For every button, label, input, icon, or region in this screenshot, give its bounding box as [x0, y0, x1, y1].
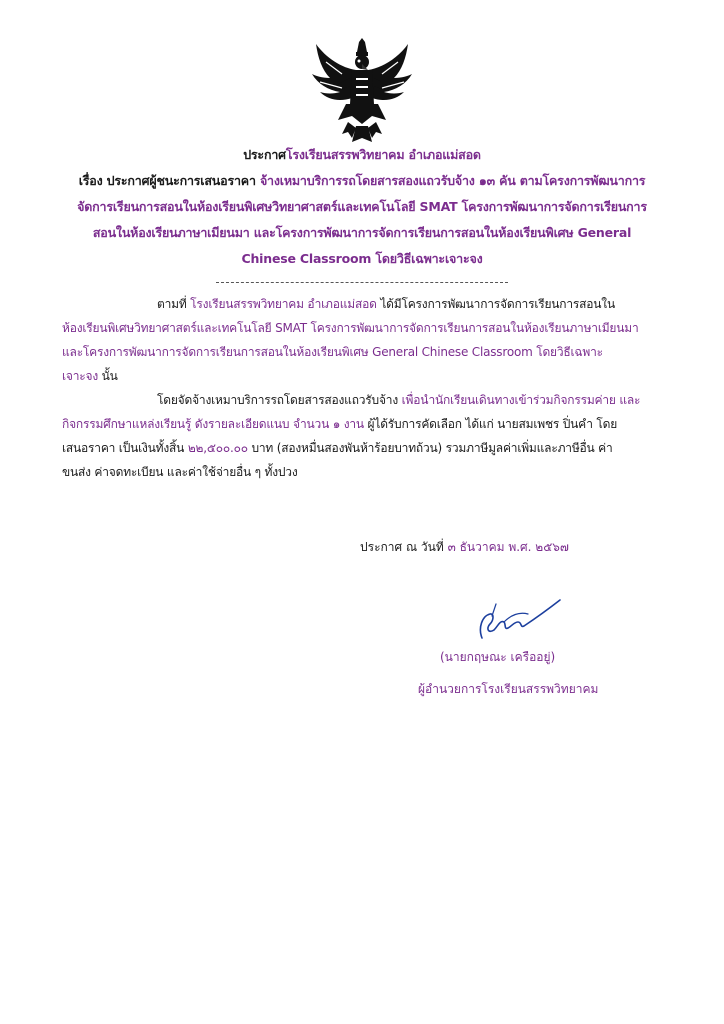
signature-image: [468, 592, 566, 644]
paragraph1-line-4-b: นั้น: [98, 369, 118, 383]
paragraph2-line-3-c: บาท (สองหมื่นสองพันห้าร้อยบาทถ้วน) รวมภาษีมูลค่าเพิ่มและภาษีอื่น ค่า: [247, 441, 613, 455]
paragraph2-line-1: [62, 388, 666, 412]
paragraph2-line-2-a: กิจกรรมศึกษาแหล่งเรียนรู้ ดังรายละเอียดแนบ จำนวน ๑ งาน: [62, 417, 364, 431]
separator-rule: [216, 282, 508, 283]
paragraph1-line-4-a: เจาะจง: [62, 369, 99, 383]
heading-prefix: ประกาศ: [243, 147, 286, 162]
subject-part-service: จ้างเหมาบริการรถโดยสารสองแถวรับจ้าง ๑๓ คัน ตามโครงการพัฒนาการ: [259, 173, 646, 188]
subject-line-2: จัดการเรียนการสอนในห้องเรียนพิเศษวิทยาศาสตร์และเทคโนโลยี SMAT โครงการพัฒนาการจัดการเรียนการ: [77, 199, 647, 214]
paragraph2-line-1-b: เพื่อนำนักเรียนเดินทางเข้าร่วมกิจกรรมค่าย และ: [401, 393, 641, 407]
signer-name: (นายกฤษณะ เครืออยู่): [440, 650, 556, 664]
paragraph2-line-3-amount: ๒๒,๕๐๐.๐๐: [187, 441, 248, 455]
subject-line-3: สอนในห้องเรียนภาษาเมียนมา และโครงการพัฒนาการจัดการเรียนการสอนในห้องเรียนพิเศษ General: [92, 225, 632, 240]
subject-part-winner: ประกาศผู้ชนะการเสนอราคา: [106, 173, 256, 188]
paragraph2-line-1-a: โดยจัดจ้างเหมาบริการรถโดยสารสองแถวรับจ้าง: [157, 393, 402, 407]
paragraph1-line-2: ห้องเรียนพิเศษวิทยาศาสตร์และเทคโนโลยี SMAT โครงการพัฒนาการจัดการเรียนการสอนในห้องเรียนภาษาเมียนมา: [62, 321, 639, 335]
announcement-date-label: ประกาศ ณ วันที่: [360, 540, 448, 554]
signer-position: ผู้อำนวยการโรงเรียนสรรพวิทยาคม: [418, 682, 599, 696]
subject-line-1: [40, 168, 684, 194]
paragraph2-line-3: [62, 436, 666, 460]
paragraph2-line-3-a: เสนอราคา เป็นเงินทั้งสิ้น: [62, 441, 188, 455]
paragraph2-line-4: ขนส่ง ค่าจดทะเบียน และค่าใช้จ่ายอื่น ๆ ทั้งปวง: [62, 465, 298, 479]
subject-label: เรื่อง: [78, 173, 103, 188]
paragraph1-line-3: และโครงการพัฒนาการจัดการเรียนการสอนในห้องเรียนพิเศษ General Chinese Classroom โดยวิธีเฉพาะ: [62, 345, 603, 359]
paragraph1-line-1-a: ตามที่: [157, 297, 191, 311]
subject-line-4: Chinese Classroom โดยวิธีเฉพาะเจาะจง: [241, 251, 483, 266]
paragraph1-line-1-c: ได้มีโครงการพัฒนาการจัดการเรียนการสอนใน: [376, 297, 615, 311]
announcement-date: ๓ ธันวาคม พ.ศ. ๒๕๖๗: [447, 540, 569, 554]
paragraph1-line-1: [62, 292, 666, 316]
announcement-heading: [40, 142, 684, 168]
announcement-title-block: [40, 142, 684, 272]
paragraph2-line-2-b: ผู้ได้รับการคัดเลือก ได้แก่ นายสมเพชร ปิ่นคำ โดย: [363, 417, 618, 431]
garuda-emblem-icon: [312, 38, 412, 146]
paragraph1-line-4: [62, 364, 666, 388]
paragraph2-line-2: [62, 412, 666, 436]
paragraph1-line-1-school: โรงเรียนสรรพวิทยาคม อำเภอแม่สอด: [190, 297, 377, 311]
announcement-date-line: [360, 538, 569, 557]
announcement-body: [62, 292, 666, 484]
heading-school: โรงเรียนสรรพวิทยาคม อำเภอแม่สอด: [285, 147, 481, 162]
